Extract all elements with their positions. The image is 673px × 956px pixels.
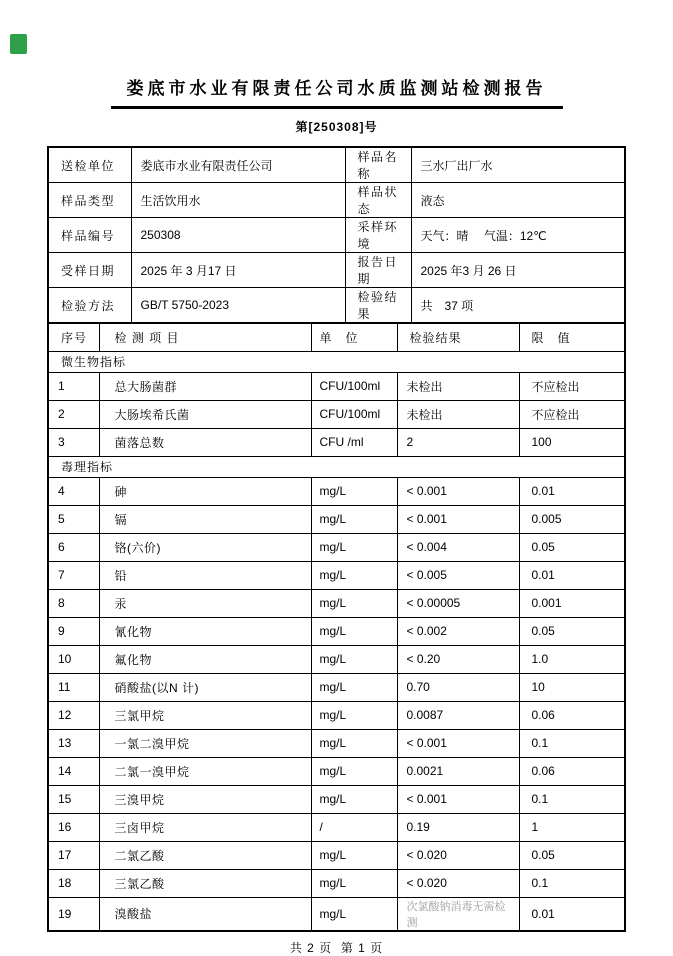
cell-unit: mg/L bbox=[311, 785, 397, 813]
result-row bbox=[48, 428, 625, 456]
cell-item: 一氯二溴甲烷 bbox=[99, 729, 311, 757]
cell-limit: 1 bbox=[519, 813, 625, 841]
cell-result: 0.19 bbox=[397, 813, 519, 841]
cell-no: 19 bbox=[48, 897, 99, 931]
result-row bbox=[48, 785, 625, 813]
cell-item: 总大肠菌群 bbox=[99, 372, 311, 400]
cell-no: 5 bbox=[48, 505, 99, 533]
cell-no: 7 bbox=[48, 561, 99, 589]
cell-item: 二氯乙酸 bbox=[99, 841, 311, 869]
cell-limit: 0.005 bbox=[519, 505, 625, 533]
cell-unit: mg/L bbox=[311, 673, 397, 701]
info-value: 共 37 项 bbox=[411, 288, 625, 324]
cell-unit: mg/L bbox=[311, 477, 397, 505]
result-row bbox=[48, 477, 625, 505]
column-header-unit: 单 位 bbox=[311, 323, 397, 351]
cell-no: 3 bbox=[48, 428, 99, 456]
cell-result: < 0.002 bbox=[397, 617, 519, 645]
cell-result: 未检出 bbox=[397, 372, 519, 400]
result-row bbox=[48, 897, 625, 931]
cell-no: 17 bbox=[48, 841, 99, 869]
result-row bbox=[48, 505, 625, 533]
cell-unit: CFU/100ml bbox=[311, 400, 397, 428]
cell-no: 14 bbox=[48, 757, 99, 785]
cell-limit: 10 bbox=[519, 673, 625, 701]
cell-limit: 0.06 bbox=[519, 757, 625, 785]
cell-unit: CFU/100ml bbox=[311, 372, 397, 400]
result-row bbox=[48, 729, 625, 757]
cell-no: 12 bbox=[48, 701, 99, 729]
info-label: 样品编号 bbox=[48, 218, 131, 253]
cell-unit: mg/L bbox=[311, 701, 397, 729]
green-badge-icon bbox=[10, 34, 27, 54]
info-row bbox=[48, 183, 625, 218]
cell-result: < 0.020 bbox=[397, 841, 519, 869]
cell-unit: mg/L bbox=[311, 757, 397, 785]
cell-unit: mg/L bbox=[311, 589, 397, 617]
cell-limit: 100 bbox=[519, 428, 625, 456]
info-value: 液态 bbox=[411, 183, 625, 218]
cell-limit: 不应检出 bbox=[519, 400, 625, 428]
cell-result: < 0.001 bbox=[397, 785, 519, 813]
cell-item: 砷 bbox=[99, 477, 311, 505]
result-row bbox=[48, 533, 625, 561]
cell-unit: mg/L bbox=[311, 729, 397, 757]
cell-item: 铬(六价) bbox=[99, 533, 311, 561]
cell-result: 0.0087 bbox=[397, 701, 519, 729]
report-title: 娄底市水业有限责任公司水质监测站检测报告 bbox=[111, 74, 563, 109]
cell-no: 10 bbox=[48, 645, 99, 673]
cell-limit: 0.05 bbox=[519, 533, 625, 561]
cell-no: 18 bbox=[48, 869, 99, 897]
info-label: 受样日期 bbox=[48, 253, 131, 288]
cell-no: 9 bbox=[48, 617, 99, 645]
cell-result: 0.70 bbox=[397, 673, 519, 701]
cell-item: 二氯一溴甲烷 bbox=[99, 757, 311, 785]
cell-limit: 0.01 bbox=[519, 561, 625, 589]
info-label: 报告日期 bbox=[345, 253, 411, 288]
result-row bbox=[48, 372, 625, 400]
cell-result: < 0.001 bbox=[397, 477, 519, 505]
result-row bbox=[48, 813, 625, 841]
cell-no: 16 bbox=[48, 813, 99, 841]
info-label: 送检单位 bbox=[48, 147, 131, 183]
info-value: 娄底市水业有限责任公司 bbox=[131, 147, 345, 183]
info-value: GB/T 5750-2023 bbox=[131, 288, 345, 324]
cell-result: < 0.00005 bbox=[397, 589, 519, 617]
section-title: 微生物指标 bbox=[48, 351, 625, 372]
cell-unit: mg/L bbox=[311, 841, 397, 869]
cell-unit: mg/L bbox=[311, 617, 397, 645]
cell-unit: / bbox=[311, 813, 397, 841]
column-header-no: 序号 bbox=[48, 323, 99, 351]
section-row bbox=[48, 351, 625, 372]
cell-item: 三氯甲烷 bbox=[99, 701, 311, 729]
results-header-row bbox=[48, 323, 625, 351]
cell-no: 13 bbox=[48, 729, 99, 757]
info-label: 检验结果 bbox=[345, 288, 411, 324]
cell-item: 大肠埃希氏菌 bbox=[99, 400, 311, 428]
result-row bbox=[48, 673, 625, 701]
cell-item: 三溴甲烷 bbox=[99, 785, 311, 813]
cell-item: 三氯乙酸 bbox=[99, 869, 311, 897]
cell-limit: 0.1 bbox=[519, 785, 625, 813]
info-label: 样品名称 bbox=[345, 147, 411, 183]
cell-no: 1 bbox=[48, 372, 99, 400]
cell-result: 2 bbox=[397, 428, 519, 456]
cell-result: < 0.001 bbox=[397, 729, 519, 757]
cell-result: 次氯酸钠消毒无需检测 bbox=[397, 897, 519, 931]
info-label: 检验方法 bbox=[48, 288, 131, 324]
cell-item: 氰化物 bbox=[99, 617, 311, 645]
cell-limit: 1.0 bbox=[519, 645, 625, 673]
result-row bbox=[48, 561, 625, 589]
cell-no: 6 bbox=[48, 533, 99, 561]
cell-unit: mg/L bbox=[311, 869, 397, 897]
section-row bbox=[48, 456, 625, 477]
result-row bbox=[48, 645, 625, 673]
cell-unit: mg/L bbox=[311, 645, 397, 673]
result-row bbox=[48, 869, 625, 897]
result-row bbox=[48, 701, 625, 729]
cell-result: < 0.001 bbox=[397, 505, 519, 533]
result-row bbox=[48, 617, 625, 645]
cell-result: 0.0021 bbox=[397, 757, 519, 785]
info-label: 样品状态 bbox=[345, 183, 411, 218]
cell-unit: mg/L bbox=[311, 897, 397, 931]
info-row bbox=[48, 288, 625, 324]
cell-item: 菌落总数 bbox=[99, 428, 311, 456]
cell-unit: CFU /ml bbox=[311, 428, 397, 456]
column-header-result: 检验结果 bbox=[397, 323, 519, 351]
result-row bbox=[48, 757, 625, 785]
cell-limit: 0.1 bbox=[519, 729, 625, 757]
cell-no: 8 bbox=[48, 589, 99, 617]
cell-no: 15 bbox=[48, 785, 99, 813]
cell-result: < 0.004 bbox=[397, 533, 519, 561]
cell-item: 铅 bbox=[99, 561, 311, 589]
cell-no: 2 bbox=[48, 400, 99, 428]
cell-item: 镉 bbox=[99, 505, 311, 533]
cell-result: 未检出 bbox=[397, 400, 519, 428]
cell-item: 汞 bbox=[99, 589, 311, 617]
cell-limit: 0.05 bbox=[519, 617, 625, 645]
report-number: 第[250308]号 bbox=[295, 120, 378, 134]
cell-item: 溴酸盐 bbox=[99, 897, 311, 931]
cell-result: < 0.20 bbox=[397, 645, 519, 673]
info-value: 生活饮用水 bbox=[131, 183, 345, 218]
page-footer: 共 2 页 第 1 页 bbox=[289, 940, 384, 955]
cell-item: 三卤甲烷 bbox=[99, 813, 311, 841]
cell-limit: 0.06 bbox=[519, 701, 625, 729]
cell-result: < 0.020 bbox=[397, 869, 519, 897]
cell-limit: 不应检出 bbox=[519, 372, 625, 400]
cell-no: 4 bbox=[48, 477, 99, 505]
cell-unit: mg/L bbox=[311, 561, 397, 589]
result-row bbox=[48, 400, 625, 428]
column-header-limit: 限 值 bbox=[519, 323, 625, 351]
cell-item: 硝酸盐(以N 计) bbox=[99, 673, 311, 701]
info-row bbox=[48, 253, 625, 288]
info-label: 样品类型 bbox=[48, 183, 131, 218]
sample-info-table bbox=[47, 146, 626, 324]
info-value: 2025 年3 月 26 日 bbox=[411, 253, 625, 288]
cell-result: < 0.005 bbox=[397, 561, 519, 589]
result-row bbox=[48, 841, 625, 869]
cell-limit: 0.05 bbox=[519, 841, 625, 869]
cell-limit: 0.1 bbox=[519, 869, 625, 897]
info-row bbox=[48, 147, 625, 183]
info-value: 2025 年 3 月17 日 bbox=[131, 253, 345, 288]
cell-unit: mg/L bbox=[311, 533, 397, 561]
info-value: 天气：晴 气温：12℃ bbox=[411, 218, 625, 253]
info-value: 250308 bbox=[131, 218, 345, 253]
title-block bbox=[0, 0, 673, 109]
cell-limit: 0.001 bbox=[519, 589, 625, 617]
cell-limit: 0.01 bbox=[519, 477, 625, 505]
results-table bbox=[47, 322, 626, 932]
column-header-item: 检 测 项 目 bbox=[99, 323, 311, 351]
result-row bbox=[48, 589, 625, 617]
cell-unit: mg/L bbox=[311, 505, 397, 533]
section-title: 毒理指标 bbox=[48, 456, 625, 477]
cell-no: 11 bbox=[48, 673, 99, 701]
cell-item: 氟化物 bbox=[99, 645, 311, 673]
info-row bbox=[48, 218, 625, 253]
cell-limit: 0.01 bbox=[519, 897, 625, 931]
info-value: 三水厂出厂水 bbox=[411, 147, 625, 183]
info-label: 采样环境 bbox=[345, 218, 411, 253]
